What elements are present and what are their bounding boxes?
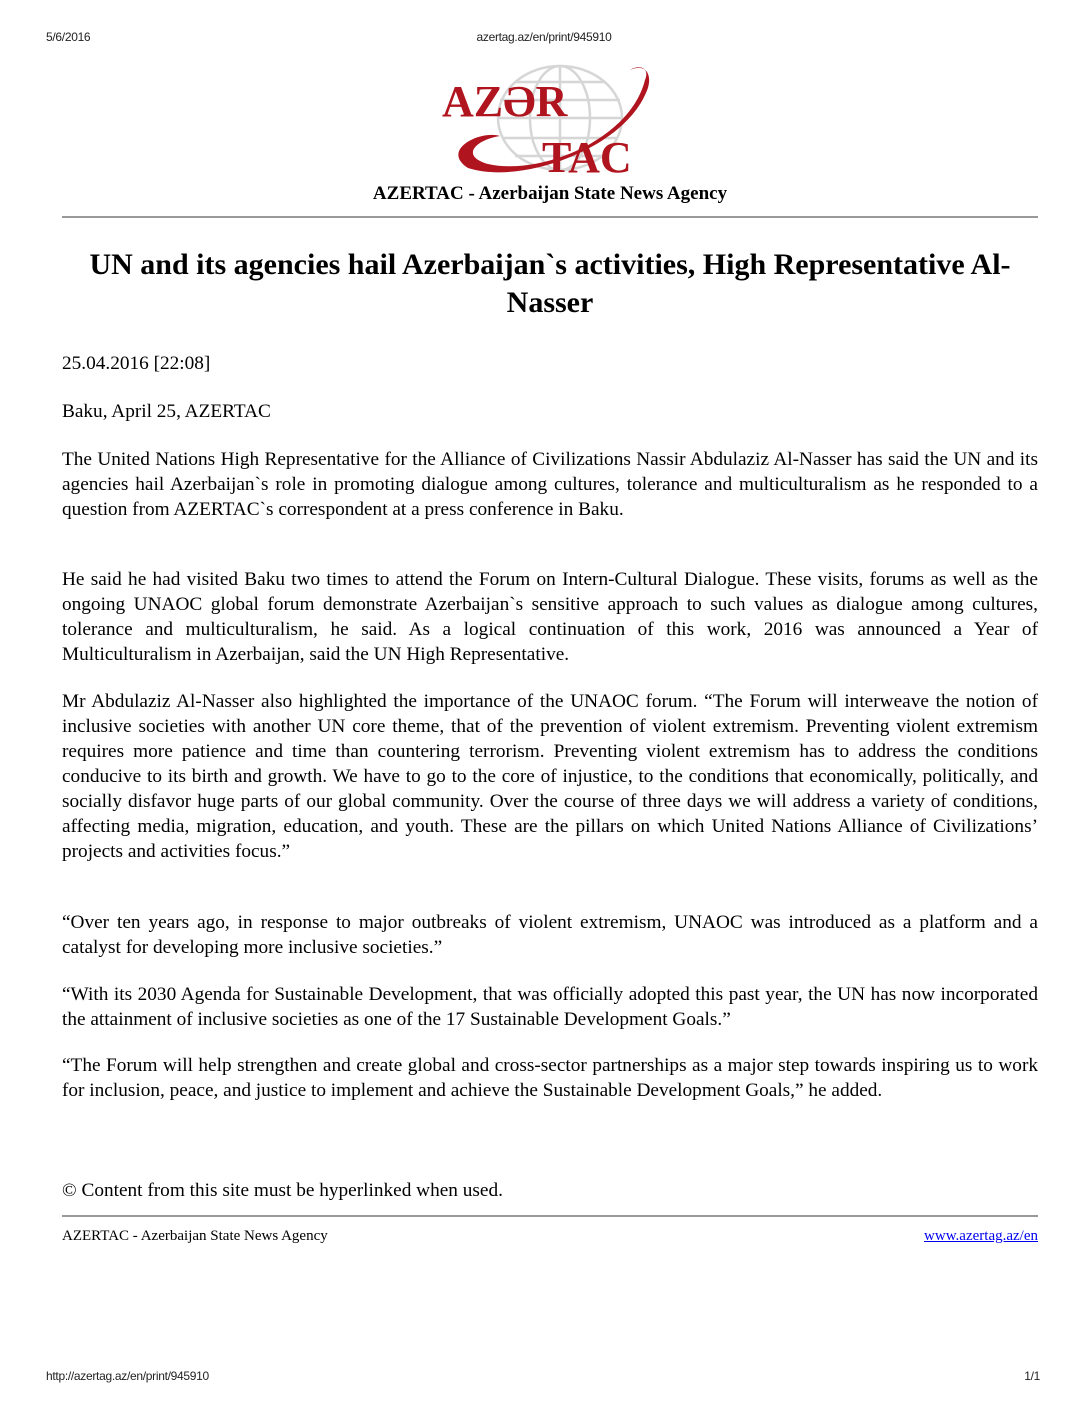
- print-footer-url: http://azertag.az/en/print/945910: [46, 1369, 209, 1383]
- article-paragraph: “Over ten years ago, in response to major outbreaks of violent extremism, UNAOC was introduced as a platform and a catalyst for developing more inclusive societies.”: [62, 912, 1038, 958]
- article-paragraph: “The Forum will help strengthen and create global and cross-sector partnerships as a major step towards inspiring us to work for inclusion, peace, and justice to implement and achieve the Sustainable Development Goals,” he added.: [62, 1055, 1038, 1101]
- article-paragraph: He said he had visited Baku two times to attend the Forum on Intern-Cultural Dialogue. These visits, forums as well as the ongoing UNAOC global forum demonstrate Azerbaijan`s sensitive approach to such values as dialogue among cultures, tolerance and multiculturalism, he said. As a logical continuation of this work, 2016 was announced a Year of Multiculturalism in Azerbaijan, said the UN High Representative.: [62, 569, 1038, 665]
- article-headline: UN and its agencies hail Azerbaijan`s activities, High Representative Al-Nasser: [89, 248, 1011, 319]
- logo-text-top: AZƏR: [442, 77, 568, 126]
- globe-logo-icon: [440, 60, 660, 180]
- article-paragraph: “With its 2030 Agenda for Sustainable Development, that was officially adopted this past year, the UN has now incorporated the attainment of inclusive societies as one of the 17 Sustainable Development Goals.”: [62, 984, 1038, 1030]
- site-title: AZERTAC - Azerbaijan State News Agency: [372, 183, 728, 204]
- azertac-logo: [440, 60, 660, 180]
- footer-agency-name: AZERTAC - Azerbaijan State News Agency: [62, 1228, 328, 1244]
- footer-site-link[interactable]: www.azertag.az/en: [924, 1228, 1038, 1244]
- footer-divider: [62, 1215, 1038, 1217]
- print-url: azertag.az/en/print/945910: [476, 30, 612, 44]
- copyright-notice: © Content from this site must be hyperlinked when used.: [62, 1180, 503, 1201]
- header-divider: [62, 216, 1038, 218]
- article-datetime: 25.04.2016 [22:08]: [62, 353, 211, 374]
- article-dateline: Baku, April 25, AZERTAC: [62, 401, 271, 422]
- print-date: 5/6/2016: [46, 30, 91, 44]
- article-paragraph: Mr Abdulaziz Al-Nasser also highlighted the importance of the UNAOC forum. “The Forum will interweave the notion of inclusive societies with another UN core theme, that of the prevention of violent extremism. Preventing violent extremism requires more patience and time than countering terrorism. Preventing violent extremism has to address the conditions conducive to its birth and growth. We have to go to the core of injustice, to the conditions that economically, politically, and socially disfavor huge parts of our global community. Over the course of three days we will address a variety of conditions, affecting media, migration, education, and youth. These are the pillars on which United Nations Alliance of Civilizations’ projects and activities focus.”: [62, 691, 1038, 862]
- logo-text-bottom: TAC: [542, 133, 632, 180]
- print-page-number: 1/1: [1024, 1369, 1040, 1383]
- article-paragraph: The United Nations High Representative for the Alliance of Civilizations Nassir Abdulaziz Al-Nasser has said the UN and its agencies hail Azerbaijan`s role in promoting dialogue among cultures, tolerance and multiculturalism as he responded to a question from AZERTAC`s correspondent at a press conference in Baku.: [62, 449, 1038, 520]
